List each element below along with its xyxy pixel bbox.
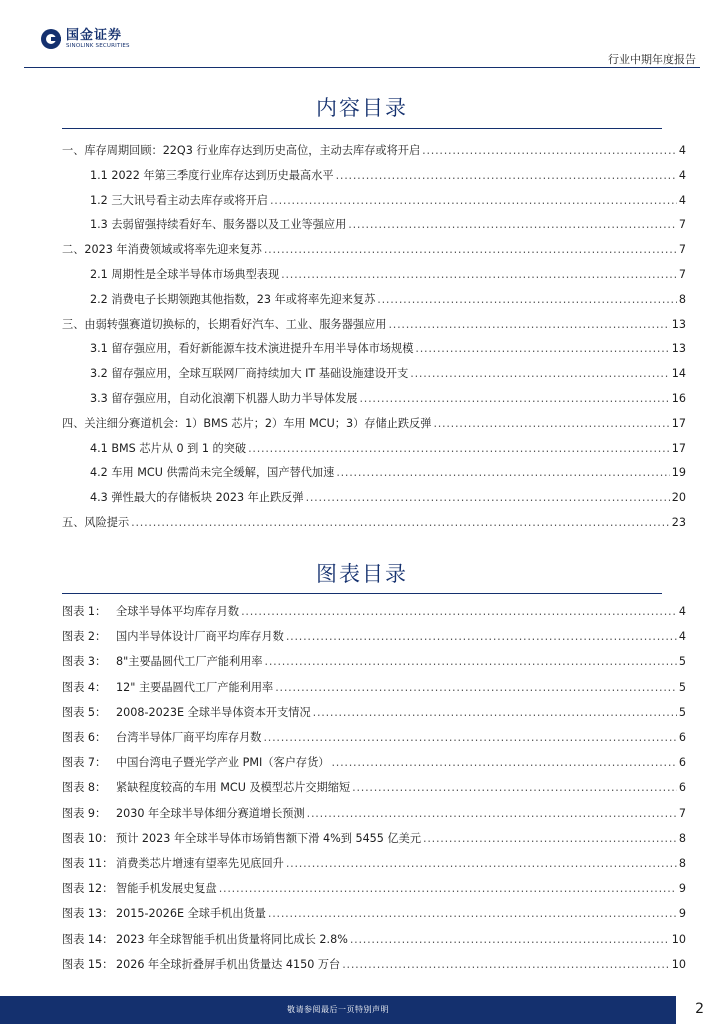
figure-entry[interactable] — [62, 704, 686, 718]
figure-caption: 紧缺程度较高的车用 MCU 及模型芯片交期缩短 — [116, 781, 351, 795]
figure-caption: 2008-2023E 全球半导体资本开支情况 — [116, 705, 311, 719]
figure-page: 6 — [678, 731, 686, 744]
page-footer — [0, 996, 724, 1024]
report-type-label: 行业中期年度报告 — [608, 53, 696, 66]
dot-leader — [336, 169, 677, 182]
toc-entry-label: 4.3 弹性最大的存储板块 2023 年止跌反弹 — [90, 491, 304, 505]
figure-number: 图表 6： — [62, 731, 107, 744]
toc-entry-page: 14 — [671, 367, 686, 381]
toc-entry-label: 4.2 车用 MCU 供需尚未完全缓解，国产替代加速 — [90, 466, 335, 480]
figure-entry[interactable] — [62, 956, 686, 970]
footer-disclaimer: 敬请参阅最后一页特别声明 — [287, 1005, 389, 1014]
figure-page: 5 — [678, 655, 686, 669]
figure-number: 图表 9： — [62, 806, 107, 820]
dot-leader — [270, 194, 677, 207]
dot-leader — [313, 706, 677, 719]
dot-leader — [286, 630, 677, 643]
toc-entry[interactable] — [90, 440, 686, 454]
toc-entry-label: 1.1 2022 年第三季度行业库存达到历史最高水平 — [90, 168, 334, 182]
figure-entry[interactable] — [62, 905, 686, 919]
dot-leader — [348, 218, 677, 231]
figure-number: 图表 4： — [62, 680, 107, 694]
toc-entry[interactable] — [90, 489, 686, 503]
figure-caption: 全球半导体平均库存月数 — [116, 605, 240, 618]
figure-page: 9 — [678, 882, 686, 896]
dot-leader — [241, 605, 677, 618]
figure-page: 5 — [678, 680, 686, 694]
figure-entry[interactable] — [62, 754, 686, 768]
figure-page: 5 — [678, 705, 686, 719]
dot-leader — [307, 807, 677, 820]
dot-leader — [410, 367, 669, 380]
toc-entry[interactable] — [90, 216, 686, 230]
figure-number: 图表 5： — [62, 705, 107, 719]
toc-entry-label: 3.3 留存强应用，自动化浪潮下机器人助力半导体发展 — [90, 392, 358, 405]
dot-leader — [331, 756, 676, 769]
figure-page: 8 — [678, 857, 686, 870]
toc-entry-page: 4 — [678, 168, 686, 182]
toc-entry-label: 五、风险提示 — [62, 516, 130, 529]
dot-leader — [350, 933, 670, 946]
dot-leader — [422, 144, 677, 157]
toc-entry[interactable] — [90, 291, 686, 305]
figure-caption: 8"主要晶圆代工厂产能利用率 — [116, 655, 263, 669]
toc-entry-label: 1.2 三大讯号看主动去库存或将开启 — [90, 193, 268, 207]
sinolink-logo-icon — [40, 28, 62, 50]
toc-entry[interactable] — [90, 192, 686, 206]
toc-entry-page: 20 — [671, 491, 686, 505]
dot-leader — [352, 781, 677, 794]
figure-caption: 智能手机发展史复盘 — [116, 882, 217, 896]
page-number: 2 — [695, 1001, 704, 1017]
figure-page: 8 — [678, 831, 686, 845]
dot-leader — [415, 342, 669, 355]
page-header — [0, 0, 724, 72]
toc-entry[interactable] — [62, 142, 686, 156]
figure-caption: 2015-2026E 全球手机出货量 — [116, 907, 266, 921]
dot-leader — [336, 466, 669, 479]
figure-number: 图表 11： — [62, 857, 114, 870]
figure-page: 4 — [678, 605, 686, 618]
figure-number: 图表 12： — [62, 882, 114, 896]
dot-leader — [433, 417, 669, 430]
toc-entry-page: 4 — [678, 144, 686, 157]
figure-number: 图表 15： — [62, 957, 114, 971]
toc-entry-page: 4 — [678, 193, 686, 207]
toc-entry[interactable] — [62, 316, 686, 330]
figure-entry[interactable] — [62, 880, 686, 894]
toc-entry-label: 4.1 BMS 芯片从 0 到 1 的突破 — [90, 441, 247, 455]
figure-caption: 2023 年全球智能手机出货量将同比成长 2.8% — [116, 932, 348, 946]
toc-entry-label: 1.3 去弱留强持续看好车、服务器以及工业等强应用 — [90, 218, 347, 232]
figure-page: 9 — [678, 907, 686, 921]
contents-title-divider — [62, 128, 662, 129]
toc-entry[interactable] — [62, 241, 686, 255]
toc-entry[interactable] — [62, 514, 686, 528]
toc-entry-page: 7 — [678, 243, 686, 257]
toc-entry-page: 8 — [678, 292, 686, 306]
figure-caption: 预计 2023 年全球半导体市场销售额下滑 4%到 5455 亿美元 — [116, 831, 422, 845]
toc-entry[interactable] — [90, 266, 686, 280]
figure-page: 10 — [671, 932, 686, 946]
figure-page: 6 — [678, 756, 686, 770]
figure-number: 图表 3： — [62, 655, 107, 669]
dot-leader — [388, 318, 669, 331]
figure-number: 图表 8： — [62, 781, 107, 795]
figure-number: 图表 14： — [62, 932, 114, 946]
figure-entry[interactable] — [62, 603, 686, 617]
figure-caption: 台湾半导体厂商平均库存月数 — [116, 731, 262, 744]
dot-leader — [377, 293, 677, 306]
dot-leader — [264, 243, 677, 256]
figures-title: 图表目录 — [316, 562, 408, 586]
toc-entry-page: 7 — [678, 268, 686, 281]
figure-caption: 消费类芯片增速有望率先见底回升 — [116, 857, 284, 870]
figure-number: 图表 13： — [62, 907, 114, 921]
dot-leader — [263, 731, 676, 744]
toc-entry-page: 19 — [671, 466, 686, 480]
dot-leader — [306, 491, 670, 504]
figure-page: 6 — [678, 781, 686, 795]
dot-leader — [423, 832, 677, 845]
dot-leader — [275, 681, 677, 694]
toc-entry-page: 17 — [671, 441, 686, 455]
figure-page: 4 — [678, 630, 686, 644]
toc-entry[interactable] — [90, 340, 686, 354]
figure-entry[interactable] — [62, 805, 686, 819]
figure-number: 图表 10： — [62, 831, 114, 845]
figure-page: 7 — [678, 806, 686, 820]
toc-entry[interactable] — [90, 390, 686, 404]
figure-entry[interactable] — [62, 679, 686, 693]
toc-entry[interactable] — [90, 464, 686, 478]
dot-leader — [281, 268, 677, 281]
header-divider — [24, 67, 700, 68]
figure-caption: 中国台湾电子暨光学产业 PMI（客户存货） — [116, 756, 330, 770]
dot-leader — [342, 958, 670, 971]
toc-entry-page: 23 — [671, 516, 686, 529]
dot-leader — [359, 392, 669, 405]
figure-entry[interactable] — [62, 628, 686, 642]
logo-english-name: SINOLINK SECURITIES — [66, 42, 130, 49]
toc-entry-page: 7 — [678, 218, 686, 232]
figure-entry[interactable] — [62, 830, 686, 844]
toc-entry[interactable] — [90, 365, 686, 379]
toc-entry-label: 3.1 留存强应用，看好新能源车技术演进提升车用半导体市场规模 — [90, 342, 414, 356]
figure-caption: 12" 主要晶圆代工厂产能利用率 — [116, 680, 274, 694]
toc-entry-label: 2.2 消费电子长期领跑其他指数，23 年或将率先迎来复苏 — [90, 292, 376, 306]
dot-leader — [248, 442, 670, 455]
dot-leader — [265, 655, 677, 668]
toc-entry-label: 四、关注细分赛道机会：1）BMS 芯片；2）车用 MCU；3）存储止跌反弹 — [62, 416, 432, 430]
figure-caption: 国内半导体设计厂商平均库存月数 — [116, 630, 284, 644]
contents-title: 内容目录 — [316, 96, 408, 120]
toc-entry-page: 13 — [671, 342, 686, 356]
company-logo — [40, 28, 130, 50]
figure-caption: 2030 年全球半导体细分赛道增长预测 — [116, 806, 305, 820]
dot-leader — [131, 516, 670, 529]
toc-entry-page: 16 — [671, 392, 686, 405]
figure-number: 图表 2： — [62, 630, 107, 644]
figure-entry[interactable] — [62, 931, 686, 945]
toc-entry[interactable] — [62, 415, 686, 429]
figure-number: 图表 1： — [62, 605, 107, 618]
toc-entry-label: 3.2 留存强应用，全球互联网厂商持续加大 IT 基础设施建设开支 — [90, 367, 409, 381]
figure-entry[interactable] — [62, 653, 686, 667]
toc-entry-page: 13 — [671, 317, 686, 331]
toc-entry[interactable] — [90, 167, 686, 181]
figure-page: 10 — [671, 957, 686, 971]
figures-title-divider — [62, 593, 662, 594]
dot-leader — [286, 857, 677, 870]
figure-entry[interactable] — [62, 729, 686, 743]
dot-leader — [219, 882, 677, 895]
figure-entry[interactable] — [62, 855, 686, 869]
toc-entry-label: 2.1 周期性是全球半导体市场典型表现 — [90, 268, 280, 281]
figure-number: 图表 7： — [62, 756, 107, 770]
figure-entry[interactable] — [62, 779, 686, 793]
toc-entry-label: 二、2023 年消费领域或将率先迎来复苏 — [62, 243, 262, 257]
toc-entry-label: 三、由弱转强赛道切换标的，长期看好汽车、工业、服务器强应用 — [62, 317, 387, 331]
toc-entry-page: 17 — [671, 416, 686, 430]
logo-chinese-name: 国金证券 — [66, 27, 123, 43]
toc-entry-label: 一、库存周期回顾：22Q3 行业库存达到历史高位，主动去库存或将开启 — [62, 144, 421, 157]
dot-leader — [268, 907, 677, 920]
figure-caption: 2026 年全球折叠屏手机出货量达 4150 万台 — [116, 957, 341, 971]
